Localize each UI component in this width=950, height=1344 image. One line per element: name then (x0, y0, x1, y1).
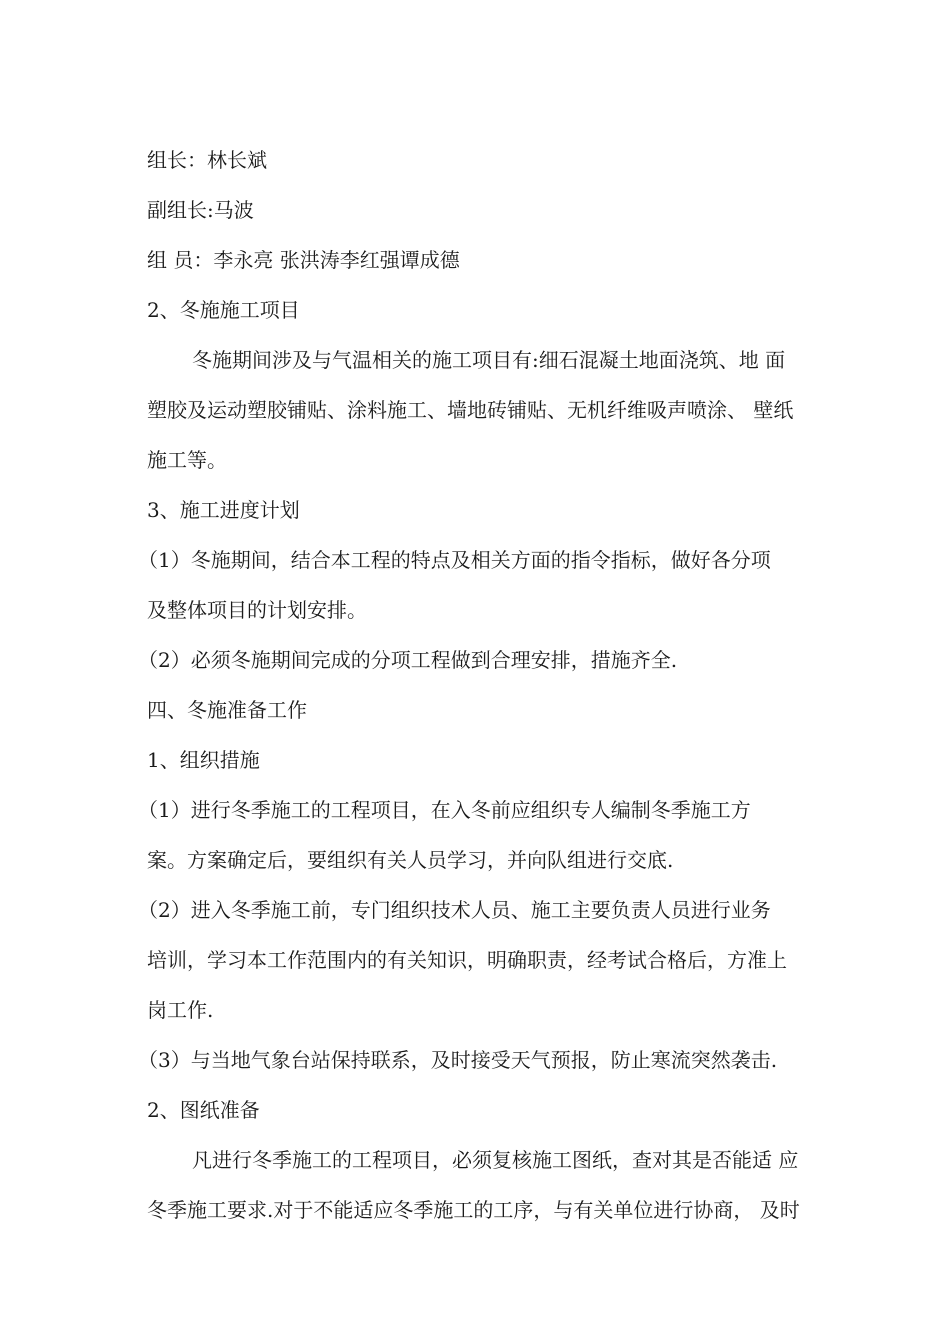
list-item-line: （2）进入冬季施工前，专门组织技术人员、施工主要负责人员进行业务 (138, 898, 771, 922)
list-item-line: 培训，学习本工作范围内的有关知识，明确职责，经考试合格后，方准上 (147, 948, 787, 972)
paragraph-line: 塑胶及运动塑胶铺贴、涂料施工、墙地砖铺贴、无机纤维吸声喷涂、 壁纸 (147, 398, 794, 422)
paragraph-line: 凡进行冬季施工的工程项目，必须复核施工图纸，查对其是否能适 应 (192, 1148, 799, 1172)
section-heading: 2、冬施施工项目 (147, 298, 300, 322)
section-heading: 3、施工进度计划 (147, 498, 300, 522)
team-members-line: 组 员：李永亮 张洪涛李红强谭成德 (147, 248, 460, 272)
list-item-line: （1）进行冬季施工的工程项目，在入冬前应组织专人编制冬季施工方 (138, 798, 751, 822)
chapter-heading: 四、冬施准备工作 (147, 698, 307, 722)
section-heading: 2、图纸准备 (147, 1098, 260, 1122)
section-heading: 1、组织措施 (147, 748, 260, 772)
paragraph-line: 冬施期间涉及与气温相关的施工项目有:细石混凝土地面浇筑、地 面 (192, 348, 786, 372)
list-item-line: 案。方案确定后，要组织有关人员学习，并向队组进行交底. (147, 848, 674, 872)
paragraph-line: 施工等。 (147, 448, 227, 472)
deputy-leader-line: 副组长:马波 (147, 198, 254, 222)
list-item-line: （3）与当地气象台站保持联系，及时接受天气预报，防止寒流突然袭击. (138, 1048, 778, 1072)
team-leader-line: 组长：林长斌 (147, 148, 267, 172)
list-item-line: （2）必须冬施期间完成的分项工程做到合理安排，措施齐全. (138, 648, 678, 672)
list-item-line: （1）冬施期间，结合本工程的特点及相关方面的指令指标，做好各分项 (138, 548, 771, 572)
list-item-line: 岗工作. (147, 998, 214, 1022)
paragraph-line: 冬季施工要求.对于不能适应冬季施工的工序，与有关单位进行协商， 及时 (147, 1198, 800, 1222)
list-item-line: 及整体项目的计划安排。 (147, 598, 367, 622)
